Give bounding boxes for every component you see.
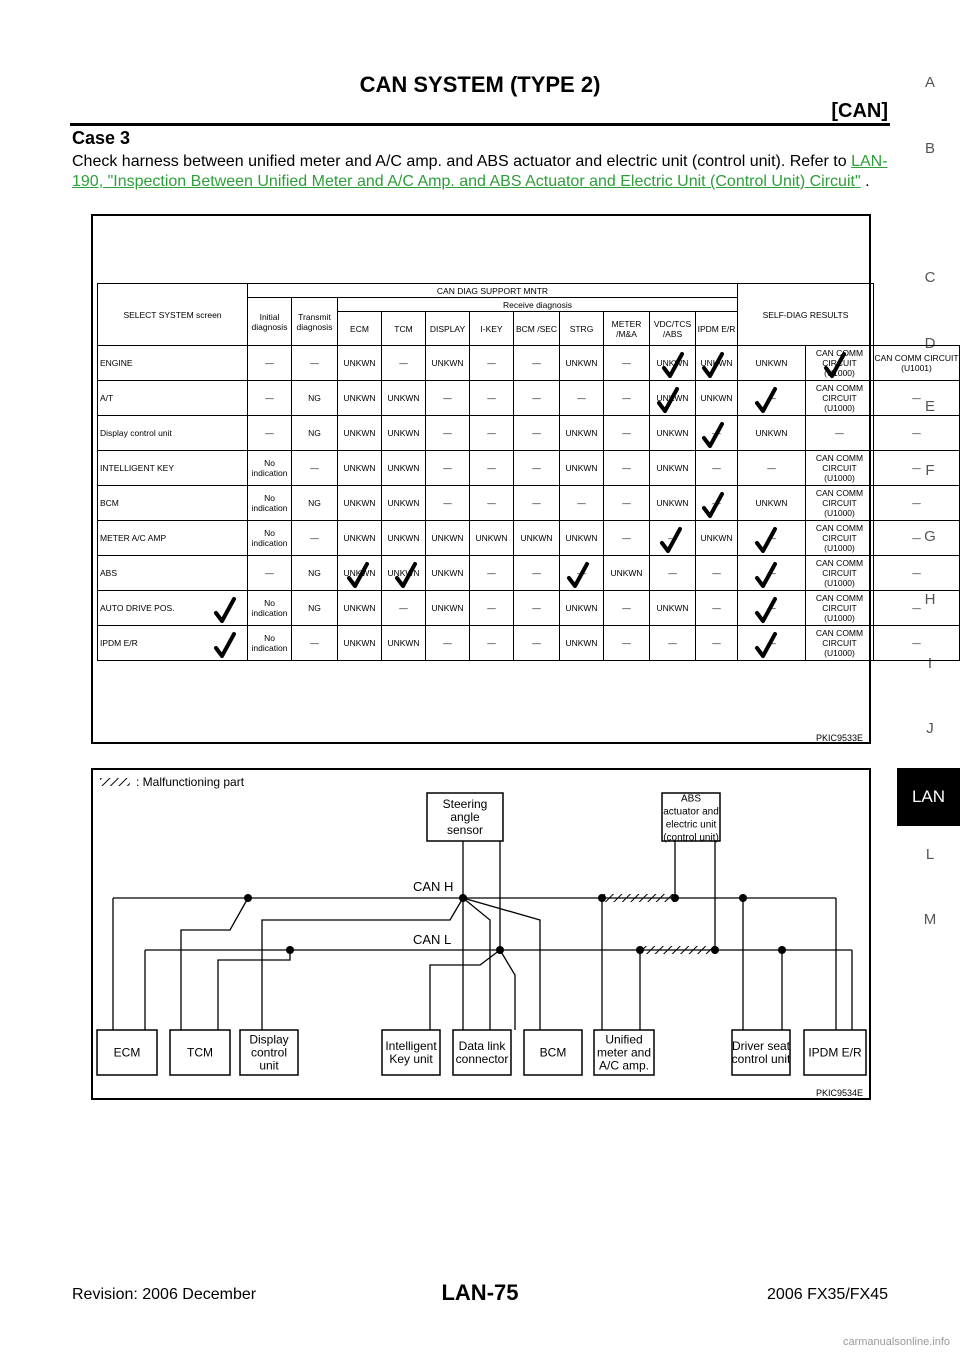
check-mark xyxy=(216,634,234,656)
unit-label: Steering xyxy=(442,797,488,811)
self-diag-cell: CAN COMM CIRCUIT (U1000) xyxy=(806,486,874,521)
table-cell: UNKWN xyxy=(604,556,650,591)
paragraph-end: . xyxy=(860,173,870,190)
self-diag-cell: CAN COMM CIRCUIT (U1000) xyxy=(806,556,874,591)
self-diag-cell: — xyxy=(874,486,960,521)
table-cell: NG xyxy=(292,591,338,626)
unit-box xyxy=(382,1030,440,1075)
table-cell: — xyxy=(738,381,806,416)
unit-label: BCM xyxy=(539,1045,567,1060)
table-cell: — xyxy=(426,381,470,416)
table-cell: — xyxy=(604,486,650,521)
row-system-name: A/T xyxy=(98,381,248,416)
check-mark xyxy=(826,354,844,376)
table-cell: UNKWN xyxy=(650,416,696,451)
check-mark xyxy=(704,494,722,516)
table-cell: — xyxy=(470,451,514,486)
watermark: carmanualsonline.info xyxy=(842,1336,950,1348)
tab-l[interactable]: L xyxy=(925,846,935,863)
table-cell: — xyxy=(248,346,292,381)
check-mark xyxy=(659,389,677,411)
unit-label: IPDM E/R xyxy=(808,1045,862,1060)
table-cell: — xyxy=(650,556,696,591)
figure-code: PKIC9533E xyxy=(816,733,864,743)
tab-f[interactable]: F xyxy=(925,462,935,479)
table-cell: UNKWN xyxy=(560,346,604,381)
table-cell: UNKWN xyxy=(560,521,604,556)
table-cell: — xyxy=(604,451,650,486)
row-system-name: Display control unit xyxy=(98,416,248,451)
unit-label: meter and xyxy=(596,1045,652,1060)
unit-box xyxy=(732,1030,791,1075)
header-initial-diagnosis: Initial diagnosis xyxy=(248,298,292,346)
unit-label: (control unit) xyxy=(663,832,719,844)
table-cell: UNKWN xyxy=(338,381,382,416)
table-cell: UNKWN xyxy=(514,521,560,556)
row-system-name: ENGINE xyxy=(98,346,248,381)
section-tag: [CAN] xyxy=(831,100,888,122)
check-mark xyxy=(757,529,775,551)
unit-box xyxy=(662,793,720,844)
table-cell: — xyxy=(470,346,514,381)
table-cell: No indication xyxy=(248,451,292,486)
self-diag-cell: CAN COMM CIRCUIT (U1000) xyxy=(806,346,874,381)
legend-hatch-swatch xyxy=(100,778,130,786)
table-cell: UNKWN xyxy=(338,346,382,381)
self-diag-cell: CAN COMM CIRCUIT (U1001) xyxy=(874,346,960,381)
unit-label: electric unit xyxy=(665,819,717,831)
col-header: ECM xyxy=(338,312,382,346)
can-network-svg xyxy=(0,760,960,1105)
table-cell: — xyxy=(292,521,338,556)
table-cell: — xyxy=(696,451,738,486)
tab-j[interactable]: J xyxy=(926,720,934,737)
col-header: IPDM E/R xyxy=(696,312,738,346)
tab-d[interactable]: D xyxy=(924,335,936,352)
table-cell: — xyxy=(470,626,514,661)
table-cell: UNKWN xyxy=(650,381,696,416)
case-title: Case 3 xyxy=(72,128,131,148)
table-cell: UNKWN xyxy=(738,486,806,521)
table-cell: UNKWN xyxy=(650,591,696,626)
unit-label: angle xyxy=(450,810,480,824)
unit-label: A/C amp. xyxy=(598,1058,650,1073)
table-cell: UNKWN xyxy=(338,556,382,591)
table-cell: — xyxy=(738,591,806,626)
table-cell: UNKWN xyxy=(650,486,696,521)
table-cell: — xyxy=(738,451,806,486)
unit-label: connector xyxy=(455,1052,509,1066)
table-cell: — xyxy=(560,486,604,521)
table-cell: — xyxy=(470,591,514,626)
tab-c[interactable]: C xyxy=(924,269,936,286)
unit-label: Data link xyxy=(458,1039,506,1053)
unit-label: control xyxy=(250,1045,288,1060)
header-can-diag-support: CAN DIAG SUPPORT MNTR xyxy=(248,284,738,298)
table-cell: — xyxy=(382,346,426,381)
self-diag-cell: CAN COMM CIRCUIT (U1000) xyxy=(806,521,874,556)
reference-link[interactable]: LAN-190, "Inspection Between Unified Meter and A/C Amp. and ABS Actuator and Electric Unit (Control Unit) Circuit" xyxy=(72,153,888,190)
self-diag-cell: CAN COMM CIRCUIT (U1000) xyxy=(806,451,874,486)
row-system-name: METER A/C AMP xyxy=(98,521,248,556)
col-header: TCM xyxy=(382,312,426,346)
table-cell: — xyxy=(696,556,738,591)
table-cell: — xyxy=(514,486,560,521)
table-cell: — xyxy=(470,416,514,451)
table-cell: — xyxy=(514,416,560,451)
table-cell: — xyxy=(292,346,338,381)
table-cell: — xyxy=(604,416,650,451)
junction-dots xyxy=(244,894,786,954)
self-diag-cell: — xyxy=(806,416,874,451)
unit-box xyxy=(524,1030,582,1075)
header-transmit-diagnosis: Transmit diagnosis xyxy=(292,298,338,346)
table-cell: — xyxy=(248,416,292,451)
tab-a[interactable]: A xyxy=(924,74,935,91)
table-cell: — xyxy=(292,626,338,661)
row-system-name: ABS xyxy=(98,556,248,591)
table-cell: — xyxy=(514,626,560,661)
table-cell: — xyxy=(604,591,650,626)
table-cell: UNKWN xyxy=(382,486,426,521)
table-cell: — xyxy=(696,626,738,661)
unit-label: Intelligent xyxy=(385,1039,437,1053)
self-diag-cell: CAN COMM CIRCUIT (U1000) xyxy=(806,591,874,626)
table-cell: UNKWN xyxy=(338,486,382,521)
table-cell: UNKWN xyxy=(696,521,738,556)
table-cell: — xyxy=(738,626,806,661)
table-cell: UNKWN xyxy=(560,626,604,661)
unit-box xyxy=(170,1030,230,1075)
table-cell: — xyxy=(738,521,806,556)
table-cell: No indication xyxy=(248,486,292,521)
table-cell: UNKWN xyxy=(470,521,514,556)
table-cell: NG xyxy=(292,381,338,416)
footer-revision: Revision: 2006 December xyxy=(72,1286,257,1303)
page-title: CAN SYSTEM (TYPE 2) xyxy=(359,72,601,97)
tab-i[interactable]: I xyxy=(927,655,933,672)
col-header: METER /M&A xyxy=(604,312,650,346)
table-cell: — xyxy=(248,381,292,416)
unit-label: Unified xyxy=(605,1032,643,1047)
unit-box xyxy=(427,793,503,841)
col-header: I-KEY xyxy=(470,312,514,346)
table-cell: NG xyxy=(292,486,338,521)
can-l-label: CAN L xyxy=(413,932,452,947)
diagram-code: PKIC9534E xyxy=(816,1088,864,1098)
table-cell: — xyxy=(470,381,514,416)
table-cell: UNKWN xyxy=(738,416,806,451)
unit-box xyxy=(97,1030,157,1075)
table-cell: UNKWN xyxy=(338,626,382,661)
table-cell: — xyxy=(470,486,514,521)
table-cell: UNKWN xyxy=(426,346,470,381)
tab-b[interactable]: B xyxy=(924,140,935,157)
table-cell: — xyxy=(604,381,650,416)
table-cell: — xyxy=(560,381,604,416)
table-cell: UNKWN xyxy=(650,451,696,486)
table-cell: — xyxy=(514,556,560,591)
table-cell: UNKWN xyxy=(696,381,738,416)
col-header: DISPLAY xyxy=(426,312,470,346)
self-diag-cell: — xyxy=(874,381,960,416)
table-cell: UNKWN xyxy=(426,591,470,626)
self-diag-cell: CAN COMM CIRCUIT (U1000) xyxy=(806,381,874,416)
table-cell: — xyxy=(738,556,806,591)
table-cell: — xyxy=(696,591,738,626)
col-header: VDC/TCS /ABS xyxy=(650,312,696,346)
self-diag-cell: CAN COMM CIRCUIT (U1000) xyxy=(806,626,874,661)
unit-label: TCM xyxy=(187,1045,213,1060)
check-mark xyxy=(664,354,682,376)
table-cell: — xyxy=(292,451,338,486)
table-cell: — xyxy=(426,486,470,521)
table-cell: UNKWN xyxy=(650,346,696,381)
table-cell: UNKWN xyxy=(338,451,382,486)
paragraph-text: Check harness between unified meter and A/C amp. and ABS actuator and electric unit (control unit). Refer to xyxy=(72,153,852,170)
table-cell: — xyxy=(604,346,650,381)
table-cell: NG xyxy=(292,416,338,451)
col-header: STRG xyxy=(560,312,604,346)
tab-m[interactable]: M xyxy=(923,911,937,928)
unit-box xyxy=(804,1030,866,1075)
table-cell: UNKWN xyxy=(560,451,604,486)
unit-label: Key unit xyxy=(389,1052,433,1066)
table-cell: — xyxy=(426,451,470,486)
table-cell: — xyxy=(514,451,560,486)
table-cell: No indication xyxy=(248,591,292,626)
can-h-fault-section xyxy=(602,894,675,902)
table-cell: — xyxy=(696,416,738,451)
header-self-diag: SELF-DIAG RESULTS xyxy=(738,284,874,346)
table-cell: No indication xyxy=(248,521,292,556)
check-mark xyxy=(349,564,367,586)
can-h-label: CAN H xyxy=(413,879,454,894)
header-receive-diagnosis: Receive diagnosis xyxy=(338,298,738,312)
table-cell: — xyxy=(426,626,470,661)
tab-h[interactable]: H xyxy=(924,591,936,608)
table-cell: UNKWN xyxy=(560,416,604,451)
table-cell: UNKWN xyxy=(560,591,604,626)
table-cell: — xyxy=(514,346,560,381)
check-mark xyxy=(704,354,722,376)
header-select-system: SELECT SYSTEM screen xyxy=(98,284,248,346)
table-cell: NG xyxy=(292,556,338,591)
table-cell: — xyxy=(650,626,696,661)
check-mark xyxy=(757,599,775,621)
unit-label: control unit xyxy=(731,1052,791,1066)
table-cell: UNKWN xyxy=(696,346,738,381)
table-cell: — xyxy=(426,416,470,451)
check-mark xyxy=(662,529,680,551)
tab-g[interactable]: G xyxy=(924,528,936,545)
unit-box xyxy=(453,1030,511,1075)
table-cell: — xyxy=(514,381,560,416)
footer-page-number: LAN-75 xyxy=(441,1280,519,1305)
table-cell: — xyxy=(696,486,738,521)
legend-text: : Malfunctioning part xyxy=(136,775,245,789)
check-mark xyxy=(757,389,775,411)
tab-lan-active[interactable]: LAN xyxy=(897,768,960,826)
tab-e[interactable]: E xyxy=(924,398,935,415)
legend xyxy=(100,775,245,789)
check-mark xyxy=(757,564,775,586)
table-cell: UNKWN xyxy=(382,626,426,661)
row-system-name: BCM xyxy=(98,486,248,521)
col-header: BCM /SEC xyxy=(514,312,560,346)
row-system-name: IPDM E/R xyxy=(98,626,248,661)
table-cell: — xyxy=(560,556,604,591)
table-cell: UNKWN xyxy=(426,521,470,556)
table-cell: No indication xyxy=(248,626,292,661)
table-cell: — xyxy=(650,521,696,556)
table-cell: UNKWN xyxy=(338,416,382,451)
self-diag-cell: — xyxy=(874,521,960,556)
table-cell: UNKWN xyxy=(338,521,382,556)
row-system-name: INTELLIGENT KEY xyxy=(98,451,248,486)
self-diag-cell: — xyxy=(874,451,960,486)
can-l-fault-section xyxy=(640,946,715,954)
unit-label: Driver seat xyxy=(731,1039,791,1053)
unit-label: Display xyxy=(249,1032,289,1047)
table-cell: — xyxy=(604,626,650,661)
footer-model: 2006 FX35/FX45 xyxy=(767,1286,888,1303)
table-cell: UNKWN xyxy=(382,416,426,451)
unit-label: actuator and xyxy=(663,806,719,818)
table-cell: — xyxy=(604,521,650,556)
table-cell: UNKWN xyxy=(382,381,426,416)
table-cell: UNKWN xyxy=(738,346,806,381)
self-diag-cell: — xyxy=(874,556,960,591)
row-system-name: AUTO DRIVE POS. xyxy=(98,591,248,626)
self-diag-cell: — xyxy=(874,591,960,626)
table-cell: UNKWN xyxy=(426,556,470,591)
unit-label: ECM xyxy=(113,1045,141,1060)
table-cell: UNKWN xyxy=(382,521,426,556)
table-cell: — xyxy=(514,591,560,626)
table-cell: — xyxy=(248,556,292,591)
check-mark xyxy=(397,564,415,586)
table-cell: UNKWN xyxy=(338,591,382,626)
table-cell: — xyxy=(382,591,426,626)
unit-label: unit xyxy=(259,1058,279,1073)
can-wires xyxy=(113,840,852,1030)
table-cell: UNKWN xyxy=(382,556,426,591)
unit-box xyxy=(240,1030,298,1075)
check-mark xyxy=(216,599,234,621)
unit-label: sensor xyxy=(446,823,484,837)
self-diag-cell: — xyxy=(874,626,960,661)
check-mark xyxy=(569,564,587,586)
table-cell: — xyxy=(470,556,514,591)
unit-box xyxy=(594,1030,654,1075)
self-diag-cell: — xyxy=(874,416,960,451)
check-mark xyxy=(704,424,722,446)
table-cell: UNKWN xyxy=(382,451,426,486)
check-mark xyxy=(757,634,775,656)
unit-label: ABS xyxy=(680,793,702,805)
